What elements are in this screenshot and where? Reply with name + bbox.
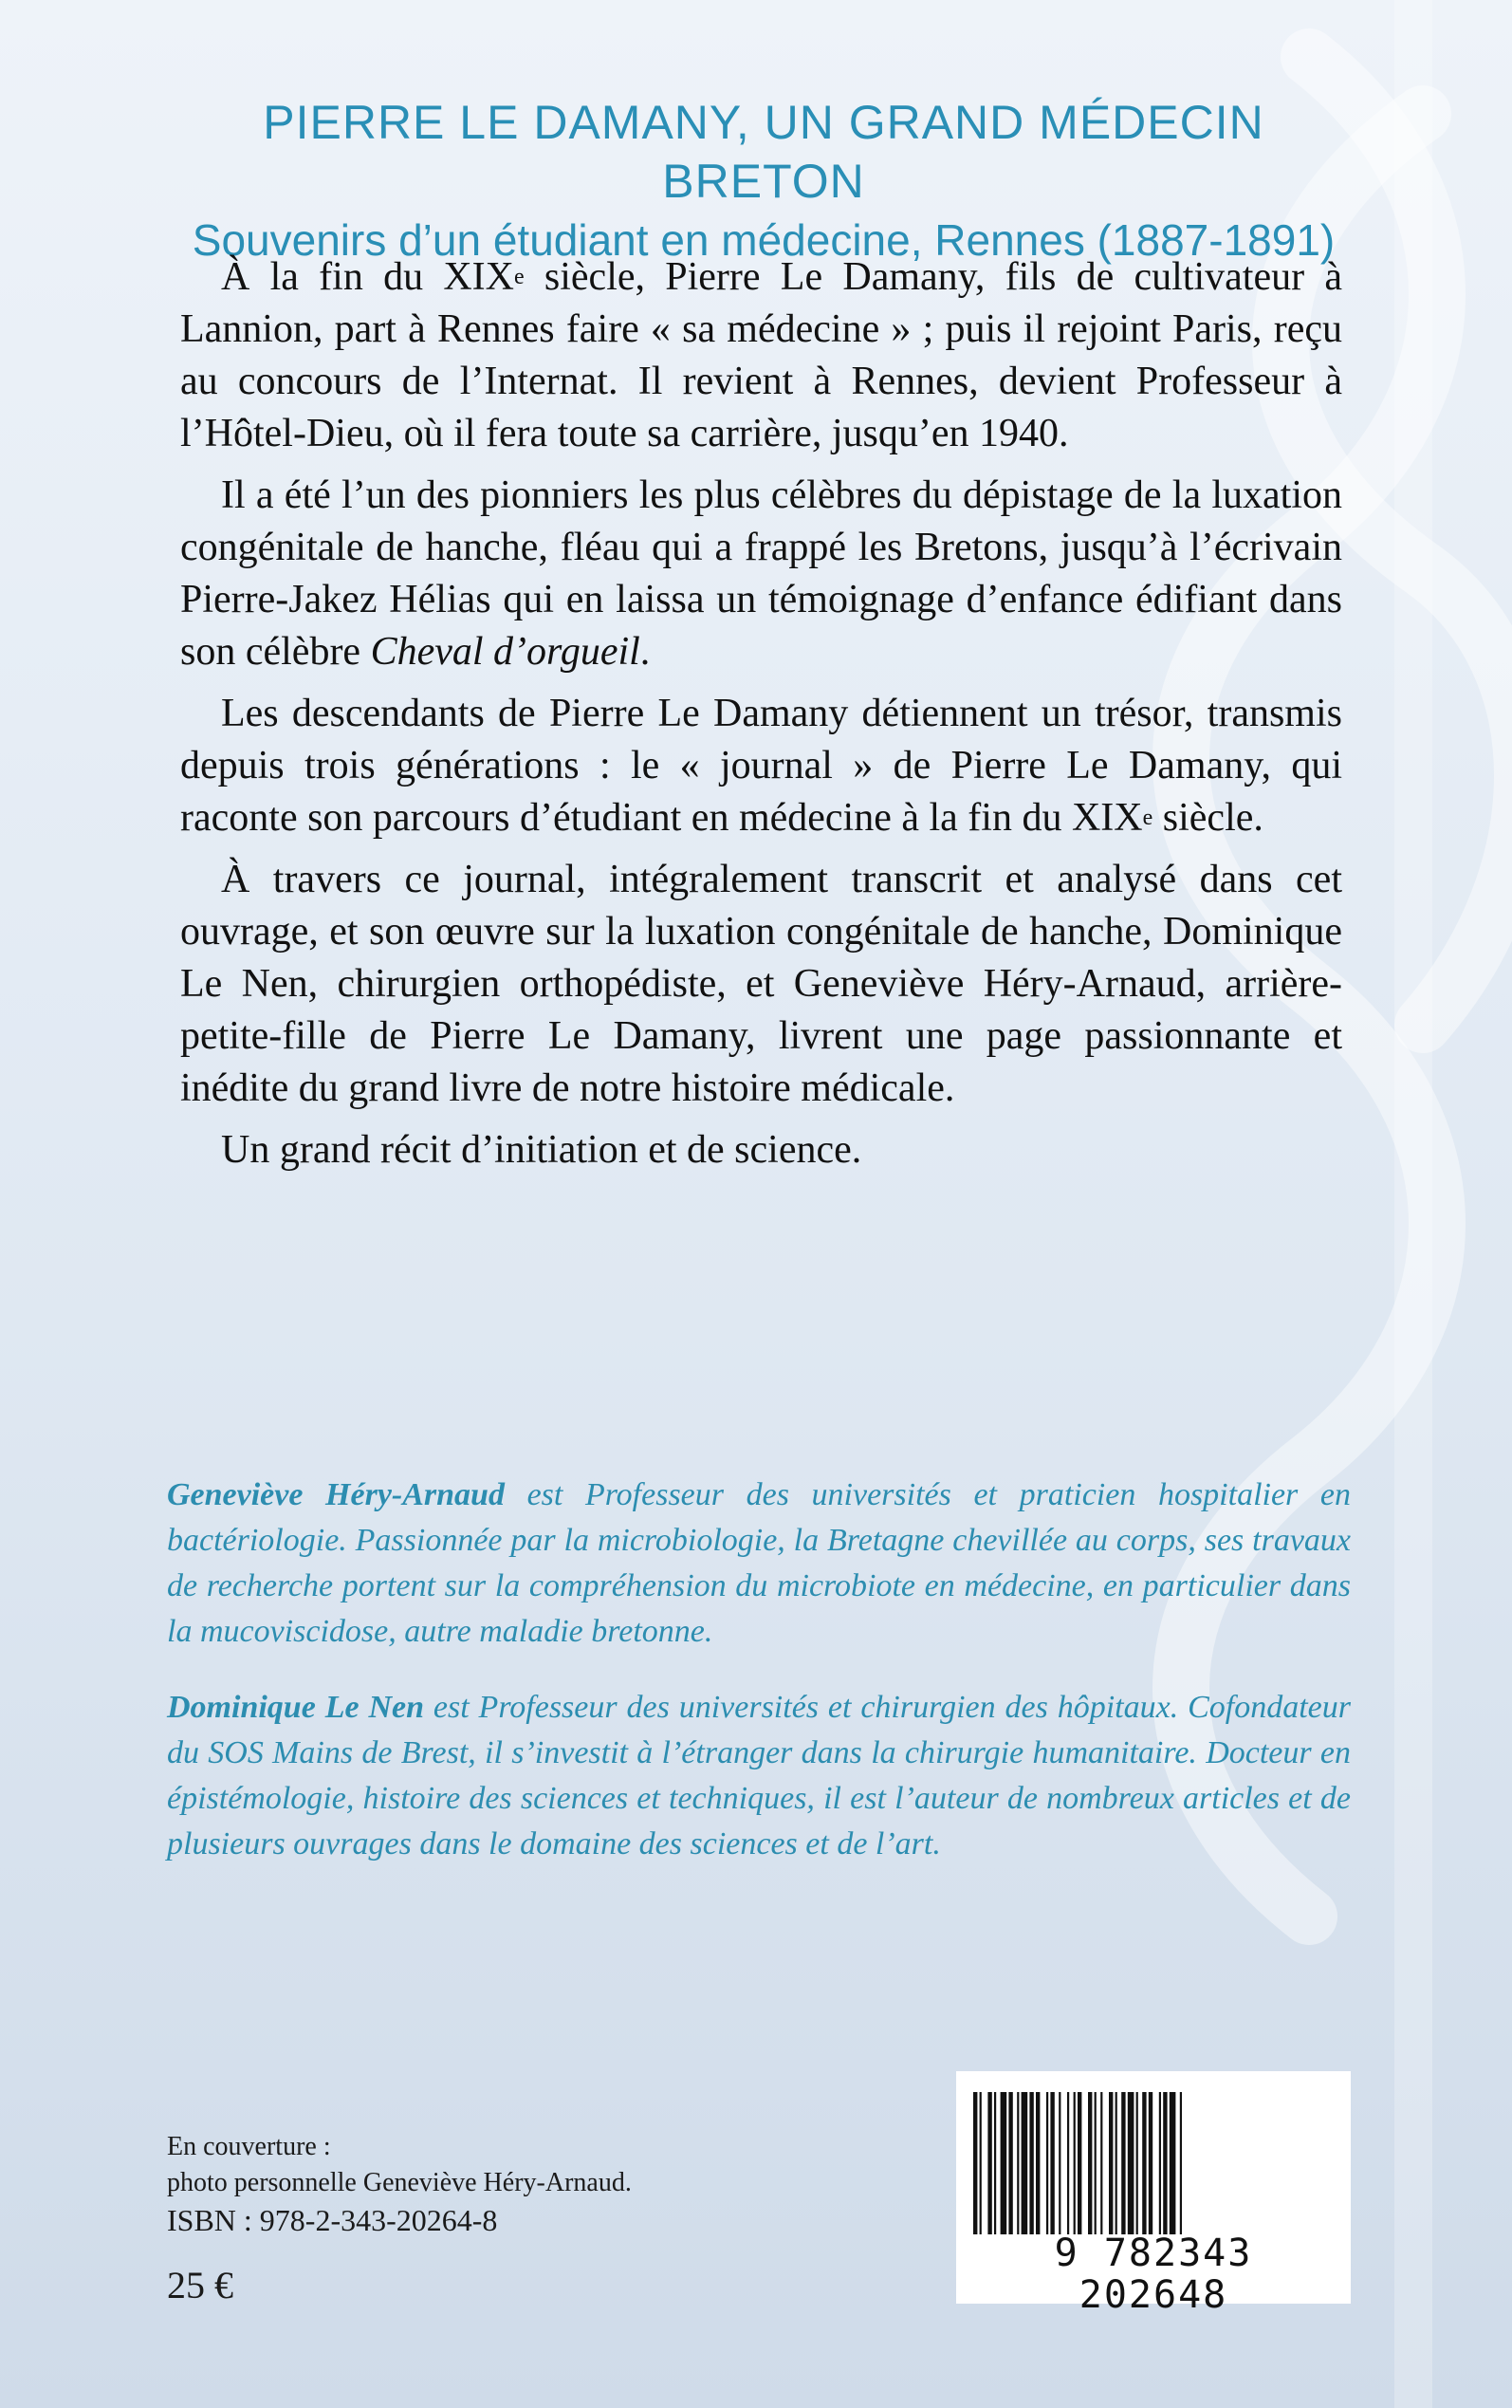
barcode-digits: 9 782343 202648 [1054, 2232, 1253, 2317]
barcode-bar [1008, 2092, 1012, 2234]
barcode-bar [1022, 2092, 1028, 2234]
barcode-bar [1121, 2092, 1125, 2234]
barcode-bar [1128, 2092, 1134, 2234]
summary-paragraph: À la fin du XIXe siècle, Pierre Le Damany, fils de cultivateur à Lannion, part à Rennes faire « sa médecine » ; puis il rejoint Paris, reçu au concours de l’Internat. Il revient à Rennes, devient Professeur à l’Hôtel-Dieu, où il fera toute sa carrière, jusqu’en 1940. [180, 255, 1342, 455]
barcode-bar [1029, 2092, 1033, 2234]
barcode-bar [980, 2092, 982, 2234]
header [171, 93, 1356, 269]
barcode-bar [987, 2092, 991, 2234]
barcode-bar [973, 2092, 977, 2234]
barcode-bar [1095, 2092, 1097, 2234]
barcode-bar [1050, 2092, 1054, 2234]
barcode-bar [1059, 2092, 1060, 2234]
barcode-bar [1017, 2092, 1019, 2234]
barcode-bar [1163, 2092, 1167, 2234]
barcode-bar [1074, 2092, 1076, 2234]
author-bio: Geneviève Héry-Arnaud est Professeur des universités et praticien hospitalier en bactériologie. Passionnée par la microbiologie, la Bretagne chevillée au corps, ses travaux de recherche portent sur la compréhension du microbiote en médecine, en particulier dans la mucoviscidose, autre maladie bretonne. [167, 1477, 1351, 1649]
barcode-bar [1046, 2092, 1048, 2234]
barcode-bar [1036, 2092, 1040, 2234]
barcode-bars-icon [969, 2092, 1337, 2234]
barcode-bar [1159, 2092, 1161, 2234]
barcode-bar [1170, 2092, 1176, 2234]
barcode-bar [1116, 2092, 1117, 2234]
cover-credits: En couverture : photo personnelle Geneviève Héry-Arnaud. [167, 2132, 632, 2197]
summary-paragraph: Les descendants de Pierre Le Damany détiennent un trésor, transmis depuis trois générations : le « journal » de Pierre Le Damany, qui raconte son parcours d’étudiant en médecine à la fin du XIXe siècle. [180, 692, 1342, 840]
author-name: Geneviève Héry-Arnaud [167, 1477, 505, 1512]
book-subtitle: Souvenirs d’un étudiant en médecine, Rennes (1887-1891) [192, 215, 1336, 265]
summary-paragraph: À travers ce journal, intégralement transcrit et analysé dans cet ouvrage, et son œuvre sur la luxation congénitale de hanche, Dominique Le Nen, chirurgien orthopédiste, et Geneviève Héry-Arnaud, arrière-petite-fille de Pierre Le Damany, livrent une page passionnante et inédite du grand livre de notre histoire médicale. [180, 858, 1342, 1110]
barcode-bar [1067, 2092, 1069, 2234]
book-title: PIERRE LE DAMANY, UN GRAND MÉDECIN BRETON [263, 96, 1264, 208]
barcode-bar [1078, 2092, 1081, 2234]
summary-paragraph: Un grand récit d’initiation et de science. [221, 1128, 862, 1172]
barcode-bar [1142, 2092, 1146, 2234]
barcode-bar [1100, 2092, 1102, 2234]
barcode-bar [994, 2092, 996, 2234]
summary-paragraph: Il a été l’un des pionniers les plus célèbres du dépistage de la luxation congénitale de hanche, fléau qui a frappé les Bretons, jusqu’à l’écrivain Pierre-Jakez Hélias qui en laissa un témoignage d’enfance édifiant dans son célèbre Cheval d’orgueil. [180, 473, 1342, 674]
author-bios [167, 1473, 1351, 1898]
summary [180, 251, 1342, 1186]
barcode-bar [1109, 2092, 1113, 2234]
barcode-bar [1088, 2092, 1092, 2234]
barcode [956, 2071, 1351, 2317]
barcode-bar [1001, 2092, 1007, 2234]
barcode-bar [1180, 2092, 1182, 2234]
barcode-bar [1136, 2092, 1138, 2234]
barcode-bar [1149, 2092, 1152, 2234]
isbn: ISBN : 978-2-343-20264-8 [167, 2203, 498, 2237]
author-name: Dominique Le Nen [167, 1690, 424, 1725]
book-reference: Cheval d’orgueil [370, 630, 640, 674]
author-bio: Dominique Le Nen est Professeur des universités et chirurgien des hôpitaux. Cofondateur du SOS Mains de Brest, il s’investit à l’étranger dans la chirurgie humanitaire. Docteur en épistémologie, histoire des sciences et techniques, il est l’auteur de nombreux articles et de plusieurs ouvrages dans le domaine des sciences et de l’art. [167, 1690, 1351, 1862]
price: 25 € [167, 2264, 233, 2306]
